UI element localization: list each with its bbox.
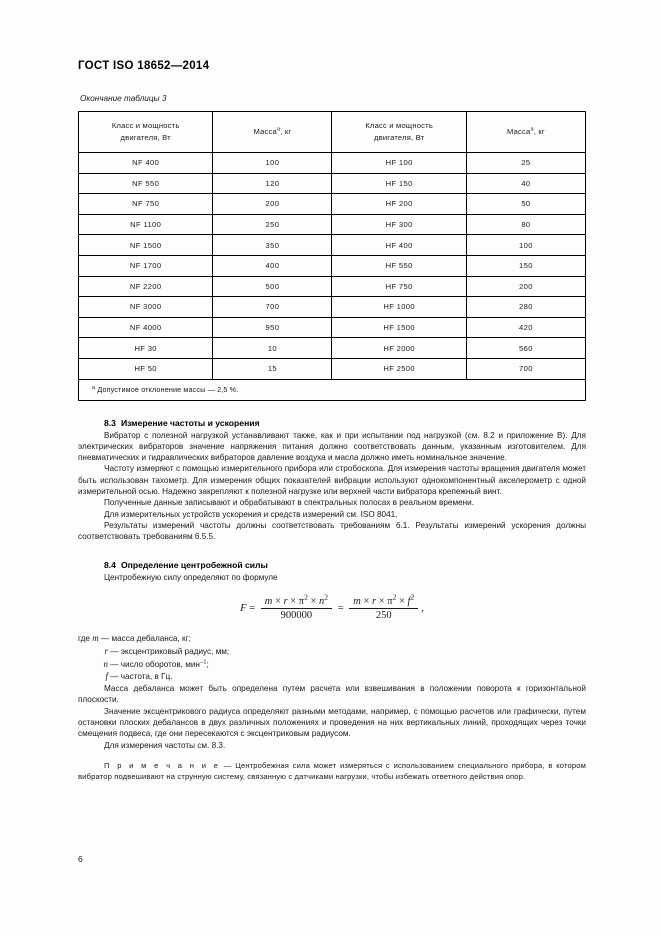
cell-mass: 250 [213,214,332,235]
variable-definition: число оборотов, мин [120,659,200,669]
variable-unit-exponent: –1 [199,658,207,665]
cell-motor-class: NF 2200 [79,276,213,297]
note-dash: — [223,760,232,770]
paragraph-8-3-2: Частоту измеряют с помощью измерительного прибора или стробоскопа. Для измерения частоты вращения двигателя может быть использован тахометр. Для измерения общих показателей вибрации используют однокомпонентный акселерометр с одной измерительной осью. Надежно закрепляют к полезной нагрузке или верхней части вибратора крепежный винт. [78,464,586,497]
formula-fraction-2 [349,592,418,621]
paragraph-8-4-intro: Центробежную силу определяют по формуле [104,572,278,582]
header-line-2: двигателя, Вт [373,133,425,142]
paragraph-8-4-3: Для измерения частоты см. 8.3. [104,740,226,750]
section-title: Измерение частоты и ускорения [120,417,260,428]
formula-trailing-comma: , [421,602,424,614]
table-row [79,153,586,174]
variable-tail: ; [206,659,209,669]
cell-mass: 15 [213,358,332,379]
note-label: П р и м е ч а н и е [104,760,221,770]
cell-motor-class: HF 1000 [332,297,466,318]
section-heading-8-3 [104,418,586,428]
cell-mass: 150 [466,255,585,276]
paragraph-8-3-5: Результаты измерений частоты должны соответствовать требованиям 6.1. Результаты измерений ускорения должны соответствовать требованиям 6.5.5. [78,521,586,542]
times-1: × [363,595,370,607]
formula-equals-2: = [337,602,344,614]
note-paragraph [78,760,586,782]
cell-mass: 100 [466,235,585,256]
table-header [79,112,586,153]
fraction-numerator [261,592,332,609]
variable-dash: — [110,659,119,669]
table-row [79,276,586,297]
header-line-1: Класс и мощность [365,121,433,131]
cell-mass: 80 [466,214,585,235]
variable-row-m [78,632,586,645]
footnote-marker: a [92,384,96,391]
cell-motor-class: NF 1700 [79,255,213,276]
paragraph-8-4-1: Масса дебаланса может быть определена путем расчета или взвешивания в положении поворота к горизонтальной плоскости. [78,684,586,705]
var-f: f [407,595,411,607]
fraction-numerator [349,592,418,609]
cell-motor-class: NF 1100 [79,214,213,235]
cell-motor-class: HF 2000 [332,338,466,359]
cell-motor-class: HF 300 [332,214,466,235]
cell-mass: 500 [213,276,332,297]
footnote-marker: a [530,126,534,133]
formula-lhs: F [240,602,247,614]
table-row [79,358,586,379]
cell-mass: 40 [466,173,585,194]
column-header-class-power-1 [79,112,213,153]
table-caption: Окончание таблицы 3 [80,94,167,103]
section-title: Определение центробежной силы [120,559,268,570]
cell-motor-class: HF 200 [332,194,466,215]
cell-mass: 120 [213,173,332,194]
cell-motor-class: HF 30 [79,338,213,359]
document-header: ГОСТ ISO 18652—2014 [78,60,210,72]
times-3: × [398,595,405,607]
var-pi: π [387,595,393,607]
exp-n: 2 [324,592,329,602]
var-m: m [264,595,273,607]
motor-mass-table [78,111,586,401]
section-number: 8.4 [104,559,116,570]
exp-f: 2 [410,592,415,602]
exp-pi: 2 [304,592,308,602]
cell-mass: 25 [466,153,585,174]
cell-mass: 420 [466,317,585,338]
cell-motor-class: NF 550 [79,173,213,194]
paragraph-8-3-1: Вибратор с полезной нагрузкой устанавливают также, как и при испытании под нагрузкой (см. 8.2 и приложение В). Для электрических вибраторов значение напряжения питания должно соответствовать данным, указанным изготовителем. Для пневматических и гидравлических вибраторов давление воздуха и масла должно иметь номинальное значение. [78,430,586,463]
variable-definitions [78,632,586,683]
table-row [79,317,586,338]
table-row [79,235,586,256]
cell-mass: 200 [466,276,585,297]
cell-motor-class: HF 150 [332,173,466,194]
var-r: r [372,595,377,607]
table-row [79,173,586,194]
cell-motor-class: HF 50 [79,358,213,379]
variable-symbol: n [103,658,108,669]
header-mass-unit: , кг [280,127,292,137]
cell-motor-class: NF 4000 [79,317,213,338]
cell-mass: 950 [213,317,332,338]
variable-dash: — [101,633,110,643]
table-body [79,153,586,380]
footnote-text: Допустимое отклонение массы — 2,5 %. [97,385,239,395]
paragraph-8-3-4: Для измерительных устройств ускорения и средств измерений см. ISO 8041. [104,509,398,519]
paragraph-8-4-2: Значение эксцентрикового радиуса определяют разными методами, например, с помощью расчетов или графически, путем остановки плоских дебалансов в двух различных положениях и проведения на них вертикальных линий, проходящих через точки смещения подвеса, где они пересекаются с эксцентриковым радиусом. [78,706,586,739]
cell-mass: 400 [213,255,332,276]
column-header-mass-1 [213,112,332,153]
times-2: × [378,595,385,607]
header-mass-text: Масса [253,127,277,137]
variable-definition: частота, в Гц. [120,672,173,682]
variable-symbol: m [92,632,99,643]
variable-dash: — [110,646,119,656]
cell-mass: 100 [213,153,332,174]
var-n: n [319,595,325,607]
times-3: × [310,595,317,607]
section-number: 8.3 [104,417,116,428]
var-r: r [283,595,288,607]
cell-mass: 700 [466,358,585,379]
page-number: 6 [78,854,83,864]
var-pi: π [298,595,305,607]
cell-motor-class: HF 550 [332,255,466,276]
fraction-denominator: 900000 [280,609,313,621]
cell-mass: 10 [213,338,332,359]
page-content [78,60,586,782]
table-row [79,214,586,235]
formula-fraction-1 [261,592,332,621]
variable-dash: — [110,672,119,682]
table-footer [79,379,586,400]
cell-motor-class: HF 750 [332,276,466,297]
table-row [79,297,586,318]
cell-motor-class: NF 400 [79,153,213,174]
cell-mass: 200 [213,194,332,215]
column-header-class-power-2 [332,112,466,153]
variable-row-f [78,670,586,683]
section-heading-8-4 [104,560,586,570]
cell-motor-class: NF 1500 [79,235,213,256]
cell-motor-class: NF 3000 [79,297,213,318]
cell-motor-class: HF 400 [332,235,466,256]
header-line-1: Класс и мощность [111,121,180,131]
table-row [79,338,586,359]
formula-equals: = [249,602,256,614]
var-m: m [353,595,361,607]
cell-mass: 350 [213,235,332,256]
table-footnote-row [79,379,586,400]
formula-expression [240,592,424,621]
exp-pi: 2 [392,592,397,602]
header-line-2: двигателя, Вт [120,133,171,142]
table-row [79,194,586,215]
cell-mass: 560 [466,338,585,359]
cell-motor-class: HF 100 [332,153,466,174]
table-row [79,255,586,276]
footnote-marker: a [276,126,281,133]
column-header-mass-2 [466,112,585,153]
variable-row-r [78,645,586,658]
variable-lead: где [78,633,90,643]
centrifugal-force-formula [78,592,586,621]
header-mass-text: Масса [507,127,531,137]
table-header-row [79,112,586,153]
variable-symbol: f [105,671,108,682]
note-text: Центробежная сила может измеряться с использованием специального прибора, в котором вибратор подвешивают на струнную систему, связанную с датчиками нагрузки, чтобы избежать ответного действия опор. [78,760,586,781]
cell-motor-class: HF 2500 [332,358,466,379]
times-1: × [274,595,281,607]
cell-motor-class: NF 750 [79,194,213,215]
variable-definition: масса дебаланса, кг; [111,633,191,643]
table-footnote-cell [79,379,586,400]
variable-definition: эксцентриковый радиус, мм; [120,646,230,656]
cell-motor-class: HF 1500 [332,317,466,338]
times-2: × [290,595,297,607]
fraction-denominator: 250 [375,609,392,621]
header-mass-unit: , кг [533,127,545,137]
paragraph-8-3-3: Полученные данные записывают и обрабатывают в спектральных полосах в реальном времени. [104,498,474,508]
variable-row-n [78,658,586,671]
cell-mass: 280 [466,297,585,318]
cell-mass: 700 [213,297,332,318]
variable-symbol: r [104,645,108,656]
cell-mass: 50 [466,194,585,215]
